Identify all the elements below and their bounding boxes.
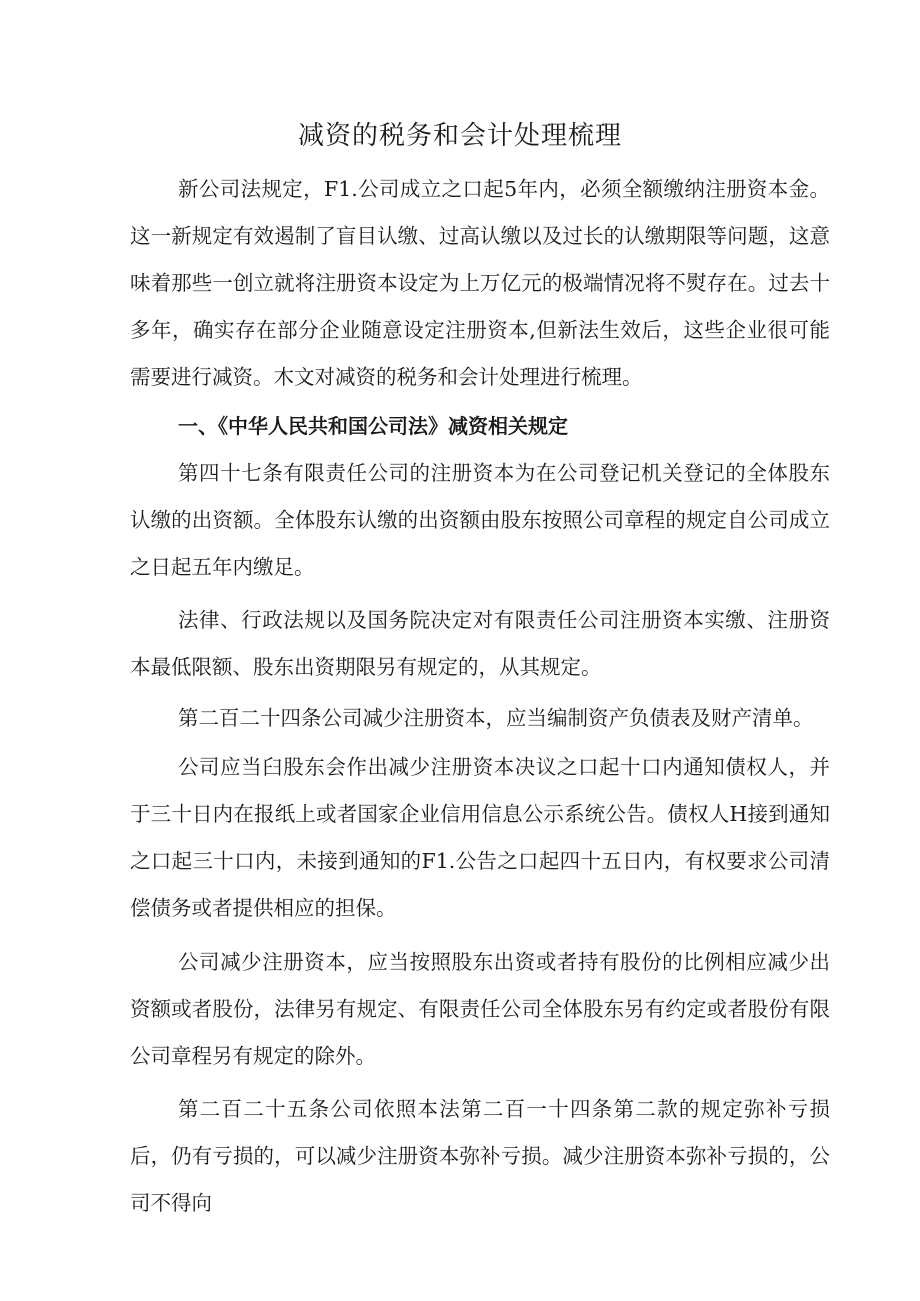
creditor-notice-paragraph: 公司应当臼股东会作出减少注册资本决议之口起十口内通知债权人，并于三十日内在报纸上或者国家企业信用信息公示系统公告。债权人H接到通知之口起三十口内，未接到通知的F1.公告之口起四十五日内，有权要求公司清偿债务或者提供相应的担保。 <box>130 755 830 920</box>
law-paragraph: 法律、行政法规以及国务院决定对有限责任公司注册资本实缴、注册资本最低限额、股东出资期限另有规定的，从其规定。 <box>130 608 830 679</box>
article-224-paragraph: 第二百二十四条公司减少注册资本，应当编制资产负债表及财产清单。 <box>178 706 814 730</box>
article-47-paragraph: 第四十七条有限责任公司的注册资本为在公司登记机关登记的全体股东认缴的出资额。全体股东认缴的出资额由股东按照公司章程的规定自公司成立之日起五年内缴足。 <box>130 461 830 579</box>
article-225-paragraph: 第二百二十五条公司依照本法第二百一十四条第二款的规定弥补亏损后，仍有亏损的，可以减少注册资本弥补亏损。减少注册资本弥补亏损的，公司不得向 <box>130 1097 830 1215</box>
reduction-ratio-paragraph: 公司减少注册资本，应当按照股东出资或者持有股份的比例相应减少出资额或者股份，法律另有规定、有限责任公司全体股东另有约定或者股份有限公司章程另有规定的除外。 <box>130 950 830 1068</box>
section-heading: 一、《中华人民共和国公司法》减资相关规定 <box>178 414 568 438</box>
intro-paragraph: 新公司法规定，F1.公司成立之口起5年内，必须全额缴纳注册资本金。这一新规定有效遏制了盲目认缴、过高认缴以及过长的认缴期限等问题，这意味着那些一创立就将注册资本设定为上万亿元的极端情况将不熨存在。过去十多年，确实存在部分企业随意设定注册资本,但新法生效后，这些企业很可能需要进行减资。木文对减资的税务和会计处理进行梳理。 <box>130 177 830 389</box>
document-title: 减资的税务和会计处理梳理 <box>297 121 622 151</box>
